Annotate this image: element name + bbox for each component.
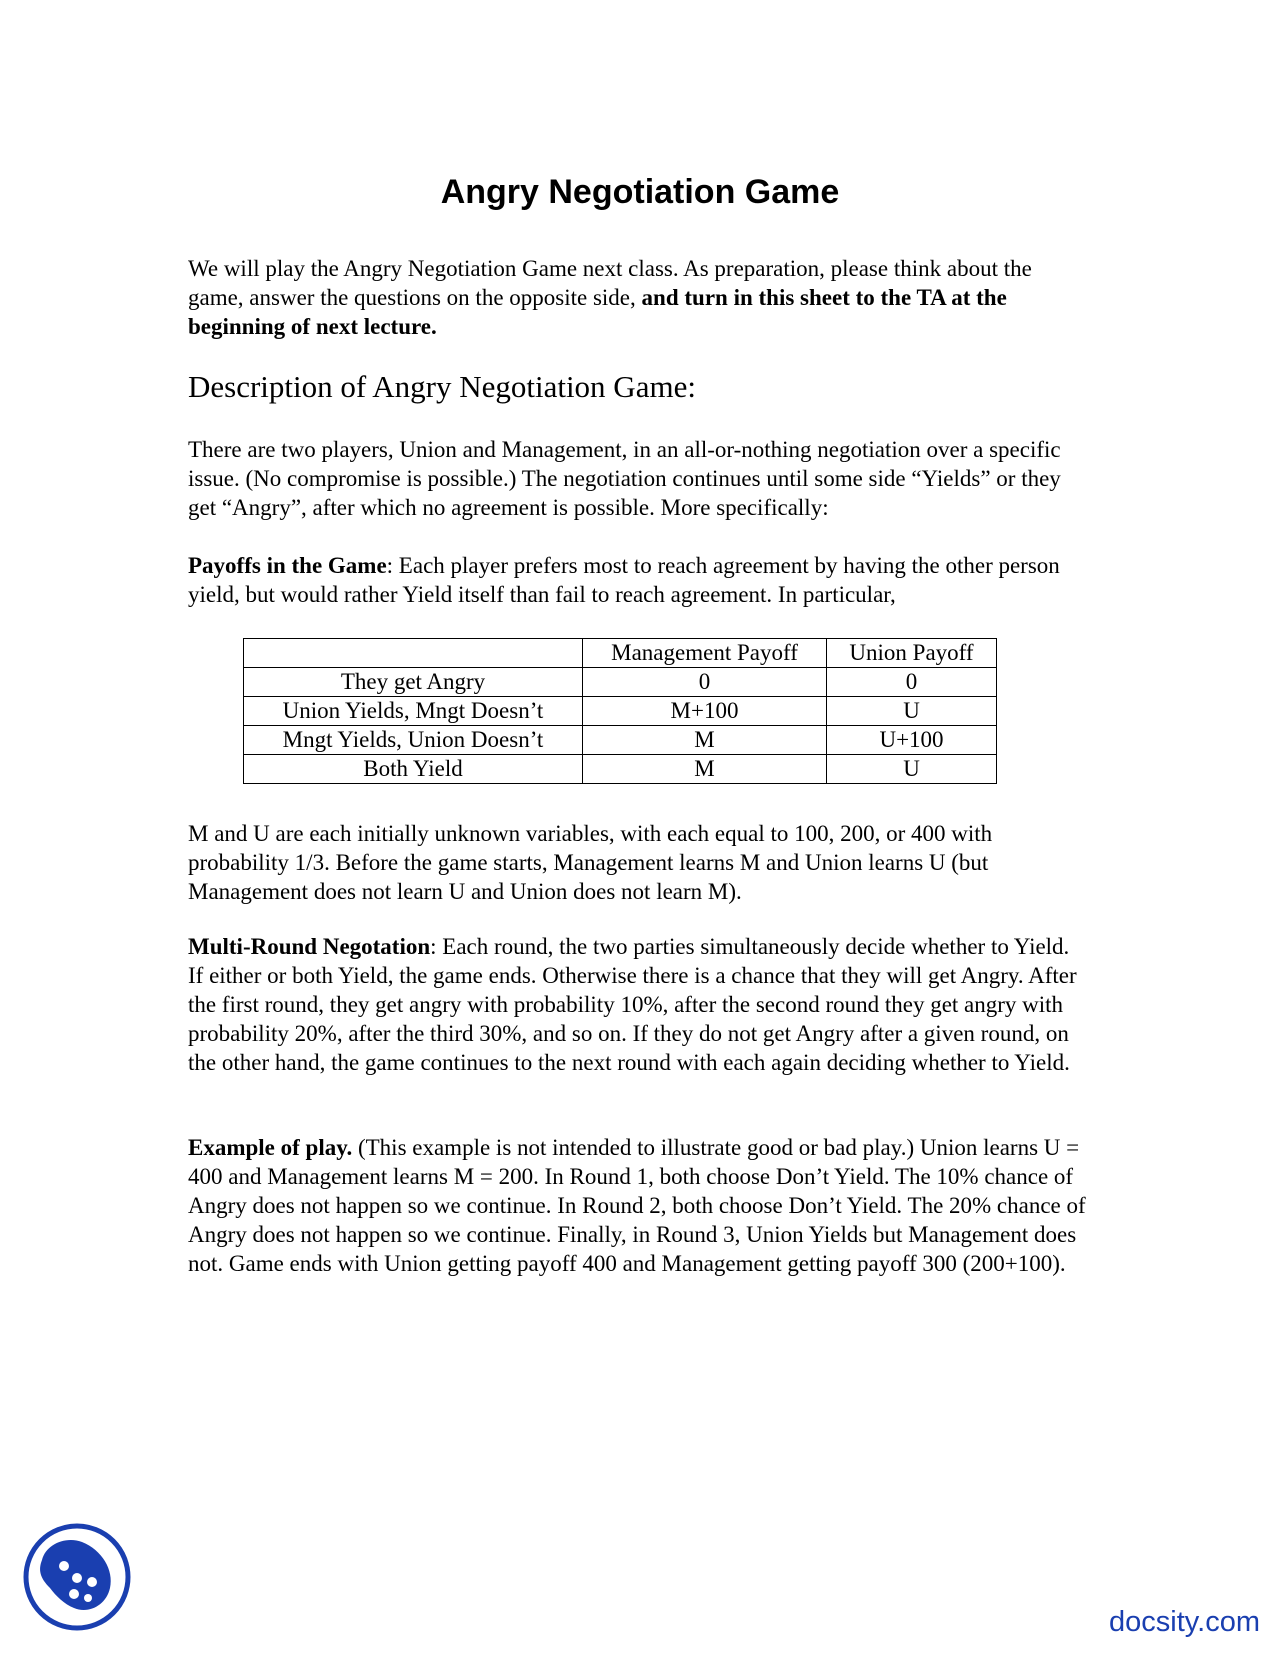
table-header-row [244,639,997,668]
description-paragraph: There are two players, Union and Management, in an all-or-nothing negotiation over a specific issue. (No compromise is possible.) The negotiation continues until some side “Yields” or they get “Angry”, after which no agreement is possible. More specifically: [188,437,1061,520]
table-cell: U [827,755,997,784]
table-cell: Both Yield [244,755,583,784]
multi-round-paragraph [188,932,1088,1077]
docsity-logo-icon[interactable] [22,1522,132,1632]
section-heading: Description of Angry Negotiation Game: [188,369,696,404]
table-row [244,755,997,784]
intro-bold-instruction: and turn in this sheet to the TA at the beginning of next lecture. [188,285,1007,339]
example-text: (This example is not intended to illustrate good or bad play.) Union learns U = 400 and Management learns M = 200. In Round 1, both choose Don’t Yield. The 10% chance of Angry does not happen so we continue. In Round 2, both choose Don’t Yield. The 20% chance of Angry does not happen so we continue. Finally, in Round 3, Union Yields but Management does not. Game ends with Union getting payoff 400 and Management getting payoff 300 (200+100). [188,1135,1086,1276]
table-header-cell: Management Payoff [583,639,827,668]
multi-round-text: : Each round, the two parties simultaneously decide whether to Yield. If either or both Yield, the game ends. Otherwise there is a chance that they will get Angry. After the first round, they get angry with probability 10%, after the second round they get angry with probability 20%, after the third 30%, and so on. If they do not get Angry after a given round, on the other hand, the game continues to the next round with each again deciding whether to Yield. [188,934,1077,1075]
table-cell: They get Angry [244,668,583,697]
table-cell: Mngt Yields, Union Doesn’t [244,726,583,755]
table-cell: 0 [827,668,997,697]
example-label: Example of play. [188,1135,353,1160]
table-header-cell: Union Payoff [827,639,997,668]
multi-round-label: Multi-Round Negotation [188,934,431,959]
table-row [244,697,997,726]
table-row [244,668,997,697]
table-cell: Union Yields, Mngt Doesn’t [244,697,583,726]
payoff-table [243,638,997,784]
payoffs-text: : Each player prefers most to reach agreement by having the other person yield, but would rather Yield itself than fail to reach agreement. In particular, [188,553,1060,607]
example-paragraph [188,1133,1088,1278]
intro-paragraph [188,254,1088,341]
docsity-brand-link[interactable]: docsity.com [1109,1606,1260,1638]
table-cell: U+100 [827,726,997,755]
table-header-cell [244,639,583,668]
table-row [244,726,997,755]
intro-text: We will play the Angry Negotiation Game next class. As preparation, please think about the game, answer the questions on the opposite side, [188,256,1032,310]
table-cell: M [583,726,827,755]
table-cell: 0 [583,668,827,697]
table-cell: M+100 [583,697,827,726]
variables-paragraph: M and U are each initially unknown variables, with each equal to 100, 200, or 400 with probability 1/3. Before the game starts, Management learns M and Union learns U (but Management does not learn U and Union does not learn M). [188,821,993,904]
page-title: Angry Negotiation Game [440,173,840,211]
payoffs-label: Payoffs in the Game [188,553,387,578]
table-cell: U [827,697,997,726]
table-cell: M [583,755,827,784]
payoffs-paragraph [188,551,1088,609]
